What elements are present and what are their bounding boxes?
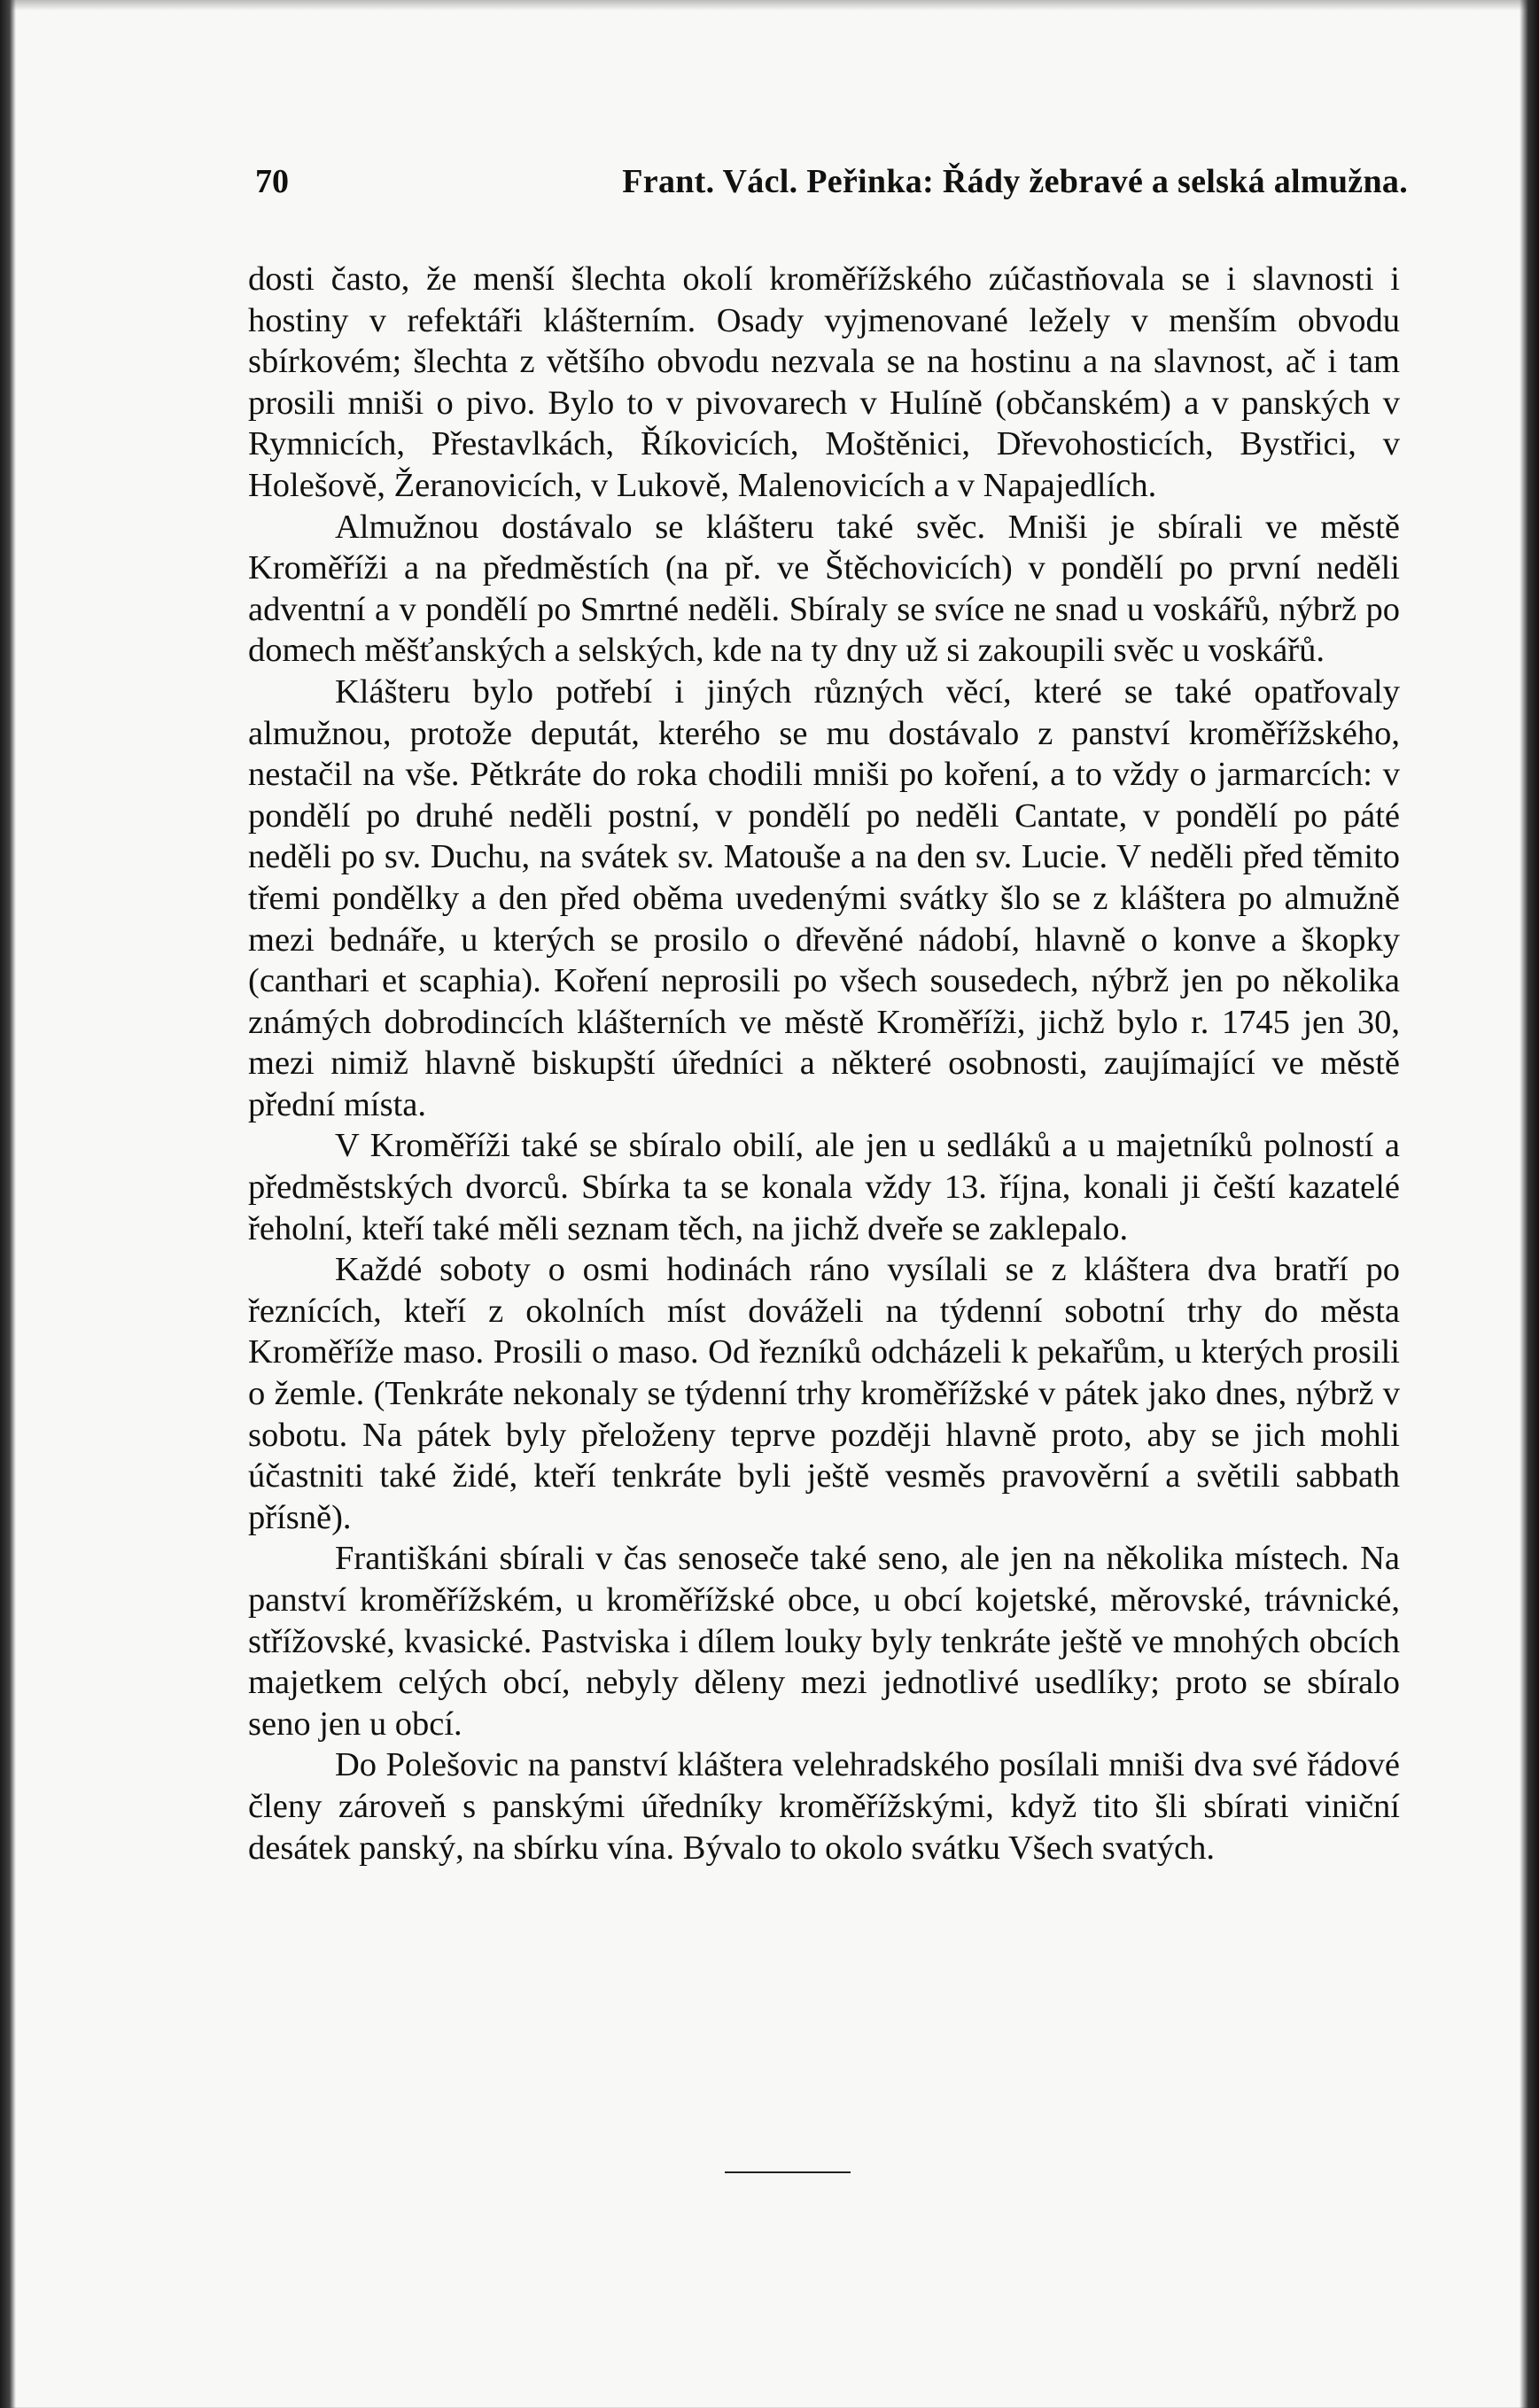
- paragraph-1: dosti často, že menší šlechta okolí kroměřížského zúčastňovala se i slavnosti i hostiny v refektáři klášterním. Osady vyjmenované ležely v menším obvodu sbírkovém; šlechta z většího obvodu nezvala se na hostinu a na slavnost, ač i tam prosili mniši o pivo. Bylo to v pivovarech v Hulíně (občanském) a v panských v Rymnicích, Přestavlkách, Říkovicích, Moštěnici, Dřevohosticích, Bystřici, v Holešově, Žeranovicích, v Lukově, Malenovicích a v Napajedlích.: [248, 260, 1400, 504]
- paragraph-5: Každé soboty o osmi hodinách ráno vysílali se z kláštera dva bratří po řeznících, kteří z okolních míst dováželi na týdenní sobotní trhy do města Kroměříže maso. Prosili o maso. Od řezníků odcházeli k pekařům, u kterých prosili o žemle. (Tenkráte nekonaly se týdenní trhy kroměřížské v pátek jako dnes, nýbrž v sobotu. Na pátek byly přeloženy teprve později hlavně proto, aby se jich mohli účastniti také židé, kteří tenkráte byli ještě vesměs pravověrní a světili sabbath přísně).: [248, 1251, 1400, 1536]
- page-number: 70: [255, 163, 289, 200]
- scan-right-edge: [1520, 0, 1539, 2408]
- scan-top-edge: [0, 0, 1539, 11]
- paragraph-6: Františkáni sbírali v čas senoseče také seno, ale jen na několika místech. Na panství kroměřížském, u kroměřížské obce, u obcí kojetské, měrovské, trávnické, střížovské, kvasické. Pastviska i dílem louky byly tenkráte ještě ve mnohých obcích majetkem celých obcí, nebyly děleny mezi jednotlivé usedlíky; proto se sbíralo seno jen u obcí.: [248, 1540, 1400, 1743]
- body-text: [248, 259, 1400, 1868]
- page-header: [255, 162, 1408, 212]
- scan-left-edge: [0, 0, 16, 2408]
- closing-rule: [725, 2171, 851, 2173]
- paragraph-7: Do Polešovic na panství kláštera velehradského posílali mniši dva své řádové členy zároveň s panskými úředníky kroměřížskými, když tito šli sbírati viniční desátek panský, na sbírku vína. Bývalo to okolo svátku Všech svatých.: [248, 1746, 1400, 1867]
- paragraph-3: Klášteru bylo potřebí i jiných různých věcí, které se také opatřovaly almužnou, protože deputát, kterého se mu dostávalo z panství kroměřížského, nestačil na vše. Pětkráte do roka chodili mniši po koření, a to vždy o jarmarcích: v pondělí po druhé neděli postní, v pondělí po neděli Cantate, v pondělí po páté neděli po sv. Duchu, na svátek sv. Matouše a na den sv. Lucie. V neděli před těmito třemi pondělky a den před oběma uvedenými svátky šlo se z kláštera po almužně mezi bednáře, u kterých se prosilo o dřevěné nádobí, hlavně o konve a škopky (canthari et scaphia). Koření neprosili po všech sousedech, nýbrž jen po několika známých dobrodincích klášterních ve městě Kroměříži, jichž bylo r. 1745 jen 30, mezi nimiž hlavně biskupští úředníci a některé osobnosti, zaujímající ve městě přední místa.: [248, 672, 1400, 1123]
- paragraph-4: V Kroměříži také se sbíralo obilí, ale jen u sedláků a u majetníků polností a předměstských dvorců. Sbírka ta se konala vždy 13. října, konali ji čeští kazatelé řeholní, kteří také měli seznam těch, na jichž dveře se zaklepalo.: [248, 1127, 1400, 1247]
- running-head: Frant. Václ. Peřinka: Řády žebravé a selská almužna.: [622, 163, 1408, 200]
- paragraph-2: Almužnou dostávalo se klášteru také svěc. Mniši je sbírali ve městě Kroměříži a na předměstích (na př. ve Štěchovicích) v pondělí po první neděli adventní a v pondělí po Smrtné neděli. Sbíraly se svíce ne snad u voskářů, nýbrž po domech měšťanských a selských, kde na ty dny už si zakoupili svěc u voskářů.: [248, 508, 1400, 670]
